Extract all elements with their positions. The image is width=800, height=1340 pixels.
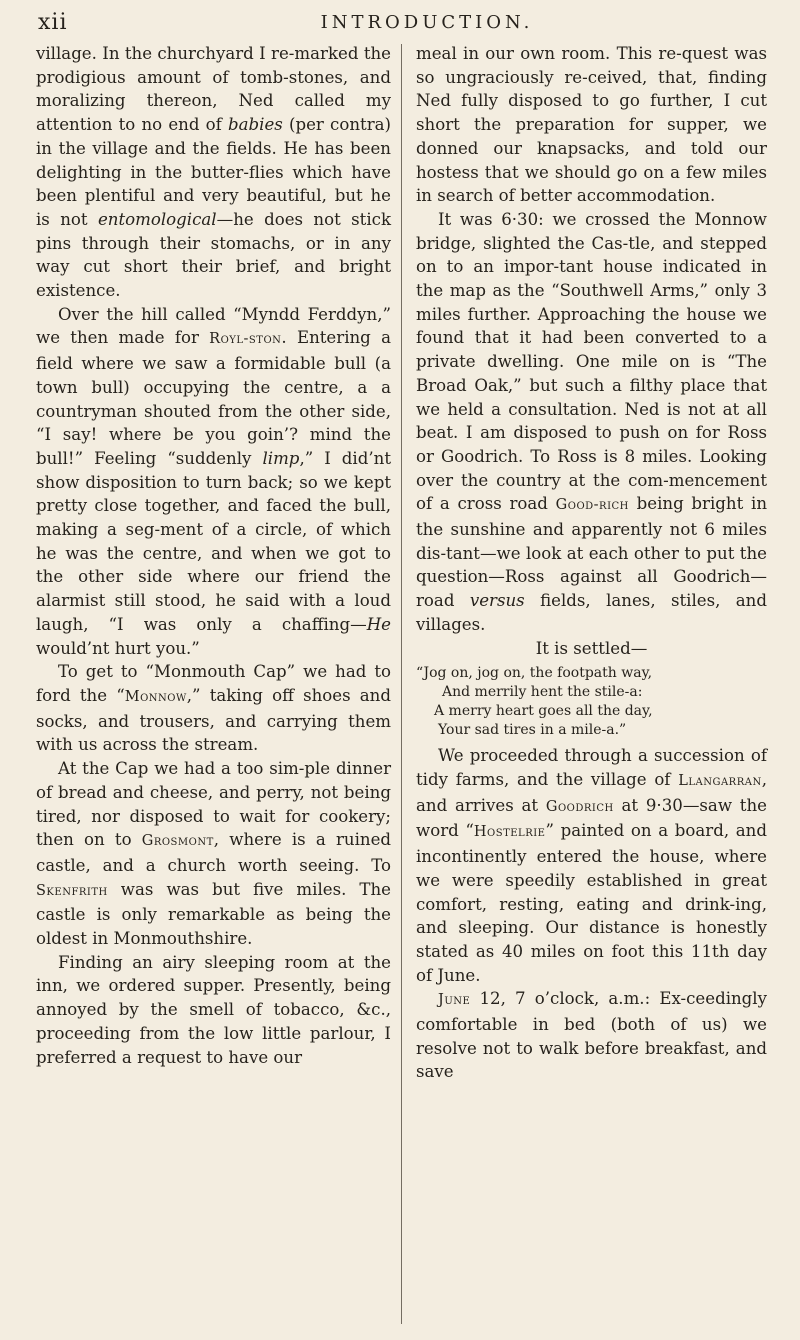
paragraph: meal in our own room. This re-quest was so ungraciously re-ceived, that, finding Ned fully disposed to go further, I cut short the preparation for supper, we donned our knapsacks, and told our hostess that we should go on a few miles in search of better accommodation. (416, 44, 767, 206)
left-column (36, 42, 401, 1332)
verse-line: A merry heart goes all the day, (434, 703, 653, 720)
text-columns (36, 42, 778, 1332)
verse-line: Your sad tires in a mile-a.” (438, 722, 627, 739)
right-column (402, 42, 767, 1332)
paragraph: It was 6·30: we crossed the Monnow bridge, slighted the Cas-tle, and stepped on to an impor-tant house indicated in the map as the “Southwell Arms,” only 3 miles further. Approaching the house we found that it had been converted to a private dwelling. One mile on is “The Broad Oak,” but such a filthy place that we held a consultation. Ned is not at all beat. I am disposed to push on for Ross or Goodrich. To Ross is 8 miles. Looking over the country at the com-mencement of a cross road Good-rich being bright in the sunshine and apparently not 6 miles dis-tant—we look at each other to put the question—Ross against all Goodrich—road versus fields, lanes, stiles, and villages. (416, 209, 768, 634)
verse-line: “Jog on, jog on, the footpath way, (416, 665, 653, 682)
paragraph: June 12, 7 o’clock, a.m.: Ex-ceedingly comfortable in bed (both of us) we resolve not to walk before breakfast, and save (416, 989, 767, 1082)
column-divider (401, 44, 402, 1324)
verse-line: And merrily hent the stile-a: (442, 684, 643, 701)
paragraph: At the Cap we had a too sim-ple dinner of bread and cheese, and perry, not being tired, nor disposed to wait for cookery; then on to Grosmont, where is a ruined castle, and a church worth seeing. To Skenfrith was was but five miles. The castle is only remarkable as being the oldest in Monmouthshire. (36, 759, 392, 949)
paragraph: village. In the churchyard I re-marked the prodigious amount of tomb-stones, and moralizing thereon, Ned called my attention to no end of babies (per contra) in the village and the fields. He has been delighting in the butter-flies which have been plentiful and very beautiful, but he is not entomological—he does not stick pins through their stomachs, or in any way cut short their brief, and bright existence. (36, 44, 392, 301)
settled-line: It is settled— (535, 638, 648, 658)
paragraph: To get to “Monmouth Cap” we had to ford the “Monnow,” taking off shoes and socks, and trousers, and carrying them with us across the stream. (36, 662, 391, 755)
running-title: INTRODUCTION. (320, 12, 534, 33)
verse-quote (416, 664, 767, 740)
page-number: xii (38, 10, 68, 35)
paragraph: Over the hill called “Myndd Ferddyn,” we then made for Royl-ston. Entering a field where we saw a formidable bull (a town bull) occupying the centre, a a countryman shouted from the other side, “I say! where be you goin’? mind the bull!” Feeling “suddenly limp,” I did’nt show disposition to turn back; so we kept pretty close together, and faced the bull, making a seg-ment of a circle, of which he was the centre, and when we got to the other side where our friend the alarmist still stood, he said with a loud laugh, “I was only a chaffing—He would’nt hurt you.” (36, 304, 391, 658)
paragraph: Finding an airy sleeping room at the inn, we ordered supper. Presently, being annoyed by the smell of tobacco, &c., proceeding from the low little parlour, I preferred a request to have our (36, 952, 391, 1067)
running-head (36, 8, 778, 42)
paragraph: We proceeded through a succession of tidy farms, and the village of Llangarran, and arrives at Goodrich at 9·30—saw the word “Hostelrie” painted on a board, and incontinently entered the house, where we were speedily established in great comfort, resting, eating and drink-ing, and sleeping. Our distance is honestly stated as 40 miles on foot this 11th day of June. (416, 746, 767, 985)
